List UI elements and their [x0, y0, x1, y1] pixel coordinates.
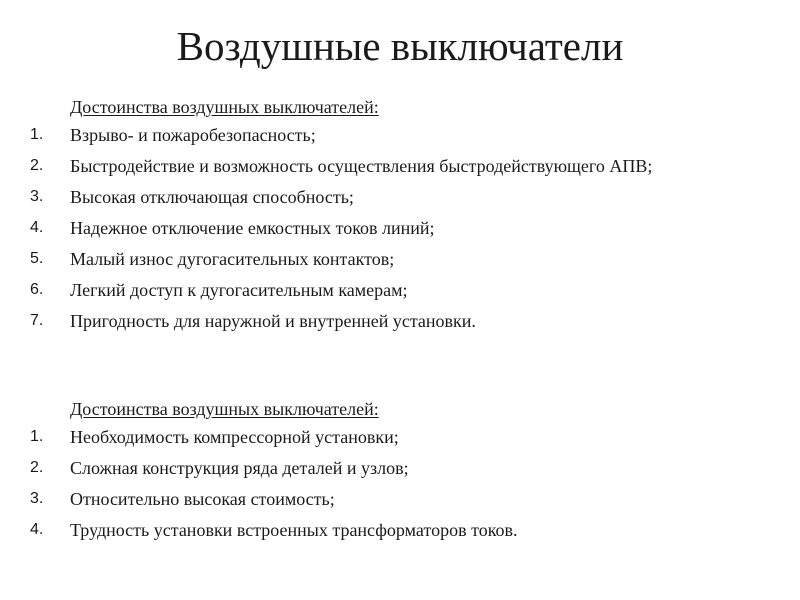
list-item	[0, 519, 800, 541]
item-number: 4.	[30, 219, 44, 236]
item-number: 4.	[30, 521, 44, 538]
advantages-list	[0, 124, 800, 332]
item-text: Взрыво- и пожаробезопасность;	[70, 125, 316, 145]
list-item	[0, 279, 800, 301]
item-text: Легкий доступ к дугогасительным камерам;	[70, 280, 408, 300]
list-item	[0, 124, 800, 146]
disadvantages-list	[0, 426, 800, 541]
item-text: Высокая отключающая способность;	[70, 187, 354, 207]
item-text: Пригодность для наружной и внутренней установки.	[70, 311, 476, 331]
list-item	[0, 426, 800, 448]
item-text: Относительно высокая стоимость;	[70, 489, 335, 509]
disadvantages-section	[0, 398, 800, 550]
advantages-section	[0, 96, 800, 341]
list-item	[0, 217, 800, 239]
list-item	[0, 186, 800, 208]
list-item	[0, 457, 800, 479]
item-text: Необходимость компрессорной установки;	[70, 427, 399, 447]
item-number: 5.	[30, 250, 44, 267]
item-text: Надежное отключение емкостных токов линий;	[70, 218, 435, 238]
list-item	[0, 155, 800, 177]
list-item	[0, 310, 800, 332]
section-heading: Достоинства воздушных выключателей:	[70, 399, 379, 419]
item-number: 7.	[30, 312, 44, 329]
section-heading: Достоинства воздушных выключателей:	[70, 97, 379, 117]
item-number: 3.	[30, 490, 44, 507]
item-text: Сложная конструкция ряда деталей и узлов;	[70, 458, 409, 478]
slide-title: Воздушные выключатели	[176, 23, 624, 69]
item-number: 1.	[30, 126, 44, 143]
item-number: 2.	[30, 459, 44, 476]
item-number: 2.	[30, 157, 44, 174]
item-text: Малый износ дугогасительных контактов;	[70, 249, 395, 269]
item-number: 6.	[30, 281, 44, 298]
list-item	[0, 488, 800, 510]
item-number: 3.	[30, 188, 44, 205]
list-item	[0, 248, 800, 270]
item-number: 1.	[30, 428, 44, 445]
item-text: Трудность установки встроенных трансформаторов токов.	[70, 520, 518, 540]
item-text: Быстродействие и возможность осуществления быстродействующего АПВ;	[70, 156, 653, 176]
